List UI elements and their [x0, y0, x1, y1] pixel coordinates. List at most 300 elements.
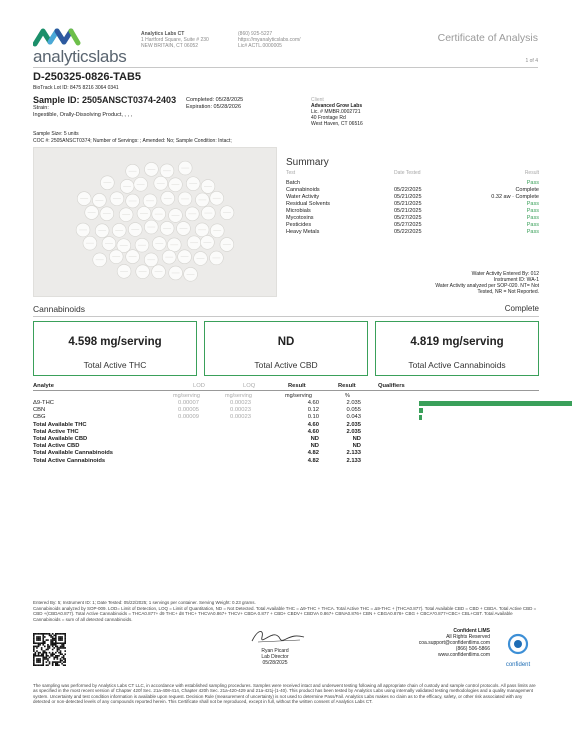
qr-code[interactable] [33, 633, 66, 666]
qr-cell [61, 644, 63, 646]
qr-cell [46, 661, 48, 663]
analyte-result-mg: 4.82 [307, 457, 319, 464]
qr-cell [42, 650, 44, 652]
qr-cell [60, 650, 62, 652]
qr-cell [35, 664, 37, 666]
qr-cell [55, 655, 57, 657]
summary-result: Complete [515, 187, 539, 193]
qr-cell [55, 657, 57, 659]
qr-cell [35, 655, 37, 657]
qr-cell [36, 633, 38, 635]
qr-cell [60, 638, 62, 640]
lab-phone: (860) 925-5227 [238, 31, 273, 37]
qr-cell [39, 639, 41, 641]
signer-block [225, 648, 325, 666]
qr-cell [53, 657, 55, 659]
qr-cell [38, 653, 40, 655]
qr-cell [35, 642, 37, 644]
lab-info [141, 31, 236, 49]
summary-row [286, 201, 539, 208]
summary-result: Pass [526, 222, 539, 228]
summary-test: Water Activity [286, 194, 320, 200]
unit-result-mg: mg/serving [285, 393, 312, 399]
qr-cell [42, 655, 44, 657]
qr-cell [49, 633, 51, 635]
qr-cell [55, 639, 57, 641]
client-address-2: West Haven, CT 06516 [311, 121, 363, 127]
confident-label: confident [505, 662, 531, 668]
analyte-result-pct: 2.133 [346, 457, 361, 464]
qr-cell [36, 650, 38, 652]
qr-cell [52, 639, 54, 641]
analyte-lod: 0.00005 [178, 407, 199, 414]
cannabinoids-divider [33, 316, 539, 317]
qr-cell [47, 644, 49, 646]
qr-cell [63, 644, 65, 646]
qr-cell [61, 647, 63, 649]
table-row [33, 407, 539, 414]
qualifier-bar [419, 415, 422, 420]
table-row [33, 458, 539, 465]
table-row [33, 443, 539, 450]
qr-cell [55, 652, 57, 654]
analyte-name: Total Available THC [33, 421, 87, 428]
qr-cell [52, 649, 54, 651]
qr-cell [57, 646, 59, 648]
qr-cell [44, 641, 46, 643]
qr-cell [55, 636, 57, 638]
footer-notes-1: Entered By: 5; Instrument ID: 1; Date Tested: 05/22/2025; 1 servings per container. Serving Weight: 0.23 grams. [33, 600, 256, 605]
qr-cell [36, 660, 38, 662]
qr-cell [36, 642, 38, 644]
qr-cell [57, 664, 59, 666]
qr-cell [39, 644, 41, 646]
summary-row [286, 229, 539, 236]
qr-cell [64, 664, 66, 666]
analyte-lod: 0.00009 [178, 414, 199, 421]
logo-wordmark: analyticslabs [33, 47, 127, 66]
qr-cell [33, 639, 35, 641]
qr-cell [33, 646, 35, 648]
analyte-name: Total Available Cannabinoids [33, 450, 113, 457]
lims-email[interactable]: coa.support@confidentlims.com [418, 640, 490, 646]
lab-website[interactable]: https://myanalyticslabs.com/ [238, 37, 301, 43]
qr-cell [50, 641, 52, 643]
table-row [33, 422, 539, 429]
cannabinoids-status: Complete [504, 304, 539, 313]
qr-cell [33, 635, 35, 637]
qr-cell [64, 641, 66, 643]
qr-cell [55, 642, 57, 644]
strain: Strain: [33, 105, 49, 111]
qr-cell [42, 663, 44, 665]
wa-note-2: Instrument ID: WA-1 [493, 277, 539, 283]
qr-cell [36, 639, 38, 641]
qr-cell [60, 646, 62, 648]
qr-cell [52, 636, 54, 638]
analyte-result-mg: 4.82 [307, 450, 319, 457]
qr-cell [60, 661, 62, 663]
summary-test: Batch [286, 180, 301, 186]
qr-cell [33, 633, 35, 635]
qr-cell [52, 663, 54, 665]
qr-cell [47, 660, 49, 662]
qr-cell [41, 633, 43, 635]
qr-cell [39, 638, 41, 640]
cannabinoid-table-rows [33, 400, 539, 465]
qr-cell [35, 633, 37, 635]
lab-license: Lic# ACTL.0000005 [238, 43, 282, 49]
qr-cell [38, 652, 40, 654]
lab-name: Analytics Labs CT [141, 31, 185, 37]
table-row [33, 414, 539, 421]
client-address-1: 40 Frontage Rd [311, 115, 346, 121]
qr-cell [61, 663, 63, 665]
qr-cell [33, 642, 35, 644]
qr-cell [52, 661, 54, 663]
analyte-result-pct: ND [352, 443, 361, 450]
analyte-result-mg: 0.10 [307, 414, 319, 421]
qr-cell [47, 649, 49, 651]
qr-cell [50, 636, 52, 638]
qr-cell [39, 655, 41, 657]
qr-cell [46, 657, 48, 659]
qr-cell [64, 639, 66, 641]
qr-cell [57, 661, 59, 663]
qr-cell [53, 647, 55, 649]
qr-cell [38, 646, 40, 648]
unit-loq: mg/serving [225, 393, 252, 399]
qr-cell [38, 636, 40, 638]
qr-cell [52, 644, 54, 646]
qr-cell [49, 635, 51, 637]
qr-cell [61, 639, 63, 641]
analyte-name: CBN [33, 407, 46, 414]
summary-col-test: Test [286, 170, 296, 176]
qr-cell [42, 664, 44, 666]
col-result-mg: Result [288, 383, 306, 389]
qr-cell [53, 653, 55, 655]
wa-note-1: Water Activity Entered By: 012 [471, 271, 539, 277]
qr-cell [42, 639, 44, 641]
qr-cell [57, 663, 59, 665]
qr-cell [33, 657, 35, 659]
summary-date: 05/22/2025 [394, 187, 422, 193]
qr-cell [61, 657, 63, 659]
summary-test: Mycotoxins [286, 215, 314, 221]
qr-cell [64, 636, 66, 638]
qr-cell [42, 653, 44, 655]
analyte-result-pct: 2.035 [346, 400, 361, 406]
cannabinoid-table-units [33, 393, 539, 400]
contact-info [238, 31, 348, 49]
signer-date: 05/28/2025 [262, 660, 288, 666]
col-result-pct: Result [338, 383, 356, 389]
qr-cell [52, 646, 54, 648]
qr-cell [39, 664, 41, 666]
qr-cell [57, 655, 59, 657]
signer-title: Lab Director [261, 654, 289, 660]
lims-website[interactable]: www.confidentlims.com [438, 652, 490, 658]
qr-cell [52, 642, 54, 644]
qr-cell [36, 664, 38, 666]
qr-cell [53, 642, 55, 644]
qr-cell [53, 658, 55, 660]
qr-cell [63, 642, 65, 644]
lab-address-1: 1 Hartford Square, Suite # 230 [141, 37, 209, 43]
total-active-cbd-label: Total Active CBD [254, 360, 318, 370]
total-active-cbd-value: ND [277, 336, 295, 348]
qr-cell [42, 638, 44, 640]
summary-date: 05/27/2025 [394, 215, 422, 221]
qr-cell [38, 642, 40, 644]
summary-row [286, 180, 539, 187]
summary-test: Heavy Metals [286, 229, 320, 235]
sample-size: Sample Size: 5 units [33, 131, 79, 137]
wa-note-3: Water Activity analyzed per SOP-020. NT= Not [435, 283, 539, 289]
dates [186, 97, 243, 110]
qr-cell [42, 652, 44, 654]
qr-cell [55, 663, 57, 665]
signer-name: Ryan Picard [261, 648, 289, 654]
qr-cell [41, 642, 43, 644]
summary-test: Residual Solvents [286, 201, 331, 207]
qualifier-bar [419, 408, 423, 413]
qr-cell [42, 661, 44, 663]
qr-cell [64, 638, 66, 640]
summary-row [286, 208, 539, 215]
qr-cell [63, 655, 65, 657]
qr-cell [49, 661, 51, 663]
lims-info [410, 628, 490, 658]
qr-cell [36, 658, 38, 660]
qr-cell [42, 635, 44, 637]
qr-cell [38, 638, 40, 640]
qr-cell [46, 664, 48, 666]
client-name: Advanced Grow Labs [311, 103, 363, 109]
qr-cell [38, 633, 40, 635]
qr-cell [35, 646, 37, 648]
qr-cell [61, 636, 63, 638]
qr-cell [64, 635, 66, 637]
summary-date: 05/21/2025 [394, 208, 422, 214]
analyte-result-mg: 4.60 [307, 421, 319, 428]
total-active-thc-label: Total Active THC [83, 360, 147, 370]
qr-cell [33, 661, 35, 663]
qr-cell [39, 658, 41, 660]
qr-cell [63, 657, 65, 659]
qr-cell [49, 647, 51, 649]
qr-cell [41, 649, 43, 651]
qr-cell [57, 649, 59, 651]
qr-cell [46, 633, 48, 635]
qr-cell [42, 644, 44, 646]
qr-cell [44, 657, 46, 659]
qr-cell [33, 647, 35, 649]
qr-cell [33, 636, 35, 638]
qr-cell [47, 655, 49, 657]
qr-cell [55, 641, 57, 643]
summary-row [286, 194, 539, 201]
qr-cell [61, 642, 63, 644]
table-row [33, 400, 539, 407]
analyte-name: CBG [33, 414, 46, 421]
qr-cell [47, 633, 49, 635]
analyte-result-mg: 4.60 [307, 400, 319, 406]
qr-cell [33, 650, 35, 652]
sample-photo [33, 147, 277, 297]
document-id: D-250325-0826-TAB5 [33, 71, 142, 83]
summary-result: Pass [526, 208, 539, 214]
qr-cell [36, 638, 38, 640]
expiration-date: Expiration: 05/28/2026 [186, 103, 242, 110]
sample-id: Sample ID: 2505ANSCT0374-2403 [33, 95, 177, 105]
summary-date: 05/27/2025 [394, 222, 422, 228]
analyte-result-mg: ND [310, 443, 319, 450]
qr-cell [47, 647, 49, 649]
qr-cell [61, 646, 63, 648]
qr-cell [52, 655, 54, 657]
qr-cell [52, 652, 54, 654]
qr-cell [55, 664, 57, 666]
analyte-result-pct: 0.055 [346, 407, 361, 414]
qr-cell [41, 655, 43, 657]
qr-cell [36, 661, 38, 663]
analyte-result-mg: ND [310, 435, 319, 442]
lims-name: Confident LIMS [453, 628, 490, 634]
analyte-loq: 0.00023 [230, 407, 251, 414]
qr-cell [64, 647, 66, 649]
analyte-name: Total Active CBD [33, 443, 80, 450]
biotrack-lot-id: BioTrack Lot ID: 8475 8216 3064 0341 [33, 85, 119, 91]
qr-cell [58, 639, 60, 641]
summary-result: Pass [526, 180, 539, 186]
qr-cell [36, 647, 38, 649]
qr-cell [46, 655, 48, 657]
summary-result: 0.32 aw · Complete [491, 194, 539, 200]
certificate-title: Certificate of Analysis [437, 32, 538, 44]
total-active-cbd-box [204, 321, 368, 376]
qr-cell [57, 633, 59, 635]
qr-cell [61, 653, 63, 655]
wa-note-4: Tested, NR = Not Reported. [477, 289, 539, 295]
qr-cell [33, 658, 35, 660]
qr-cell [57, 642, 59, 644]
col-qualifiers: Qualifiers [378, 383, 405, 389]
qr-cell [58, 652, 60, 654]
total-active-cannabinoids-value: 4.819 mg/serving [410, 336, 504, 348]
summary-test: Microbials [286, 208, 311, 214]
coc-line: COC #: 2505ANSCT0374; Number of Servings: ; Amended: No; Sample Condition: Intact; [33, 138, 232, 144]
analyte-result-mg: 0.12 [307, 407, 319, 414]
summary-result: Pass [526, 215, 539, 221]
qr-cell [64, 661, 66, 663]
lims-phone: (866) 506-5866 [455, 646, 490, 652]
analyte-name: Total Available CBD [33, 435, 88, 442]
total-active-thc-value: 4.598 mg/serving [68, 336, 162, 348]
qr-cell [57, 647, 59, 649]
completed-date: Completed: 05/28/2025 [186, 97, 244, 103]
qr-cell [42, 658, 44, 660]
summary-row [286, 222, 539, 229]
qr-cell [46, 653, 48, 655]
qr-cell [44, 646, 46, 648]
analyte-result-pct: 2.035 [346, 428, 361, 435]
qr-cell [39, 642, 41, 644]
cannabinoid-table-header [33, 382, 539, 391]
qr-cell [50, 642, 52, 644]
qr-cell [35, 653, 37, 655]
qr-cell [52, 653, 54, 655]
summary-row [286, 215, 539, 222]
qr-cell [50, 644, 52, 646]
qr-cell [38, 658, 40, 660]
qr-cell [55, 646, 57, 648]
qr-cell [55, 644, 57, 646]
qr-cell [52, 633, 54, 635]
qr-cell [50, 655, 52, 657]
qr-cell [60, 660, 62, 662]
qr-cell [58, 638, 60, 640]
qr-cell [49, 657, 51, 659]
confident-logo [497, 633, 539, 668]
qr-cell [57, 657, 59, 659]
summary-col-date: Date Tested [394, 170, 421, 176]
qr-cell [58, 655, 60, 657]
confident-mark-icon [497, 633, 539, 657]
disclaimer: The sampling was performed by Analytics Labs CT LLC, in accordance with established sampling procedures. Samples were received intact and underwent testing following all appropriate chain of custody and sample control protocols. All pass limits are as specified in the most recent version of Chapter 420f Sec. 21a-408-414, Chapter 420h Sec. 21a-420-429 and 21a-421j-(1-40). This product has been tested by Analytics Labs using internally validated testing methodologies and a quality management system. Uncertainty and test condition information is available upon request. Decision Rule (measurement of uncertainty) is not used to determine Pass/Fail. Analytics Labs makes no claim as to the efficacy, safety, or other risk associated with any detected or non-detected levels of any compounds reported herein. This Certificate shall not be reproduced, except in full, without the written consent of Analytics Labs CT. [33, 683, 536, 704]
signature [248, 627, 308, 647]
qr-cell [63, 658, 65, 660]
qr-cell [41, 664, 43, 666]
qr-cell [52, 641, 54, 643]
qr-cell [36, 655, 38, 657]
qr-cell [58, 642, 60, 644]
analyte-result-pct: 2.035 [346, 421, 361, 428]
qr-cell [47, 658, 49, 660]
qr-cell [44, 650, 46, 652]
qr-cell [49, 663, 51, 665]
qr-cell [53, 635, 55, 637]
qr-cell [47, 664, 49, 666]
qr-cell [49, 652, 51, 654]
summary-row [286, 187, 539, 194]
qr-cell [38, 661, 40, 663]
qr-cell [64, 653, 66, 655]
client-info [311, 97, 431, 127]
qr-cell [50, 653, 52, 655]
table-row [33, 450, 539, 457]
qr-cell [63, 661, 65, 663]
qr-cell [33, 641, 35, 643]
summary-date: 05/21/2025 [394, 201, 422, 207]
summary-test: Cannabinoids [286, 187, 320, 193]
summary-result: Pass [526, 201, 539, 207]
footer-notes [33, 600, 539, 622]
qr-cell [53, 644, 55, 646]
qr-cell [42, 641, 44, 643]
qr-cell [53, 661, 55, 663]
qr-cell [33, 655, 35, 657]
qr-cell [50, 639, 52, 641]
summary-title: Summary [286, 157, 329, 168]
unit-result-pct: % [345, 393, 350, 399]
summary-date: 05/21/2025 [394, 194, 422, 200]
qr-cell [60, 658, 62, 660]
qr-cell [39, 652, 41, 654]
analyte-lod: 0.00007 [178, 400, 199, 406]
qr-cell [41, 647, 43, 649]
